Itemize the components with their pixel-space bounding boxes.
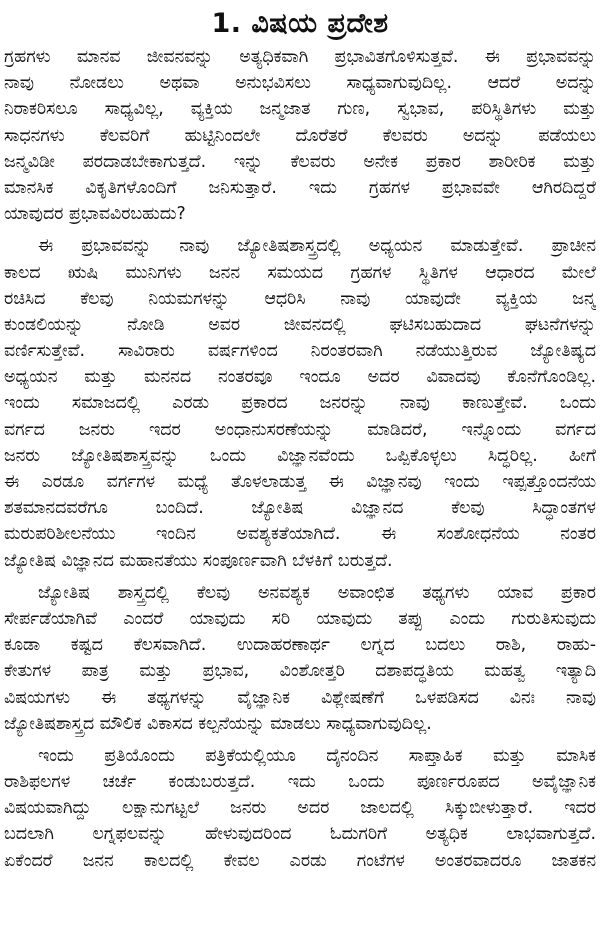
text-line: ವಿಷಯವಾಗಿದ್ದು ಲಕ್ಷಾನುಗಟ್ಟಲೆ ಜನರು ಅದರ ಜಾಲದಲ್ಲಿ ಸಿಕ್ಕುಬೀಳುತ್ತಾರೆ. ಇದರ xyxy=(4,798,596,819)
text-line: ಈ ಪ್ರಭಾವವನ್ನು ನಾವು ಜ್ಯೋತಿಷಶಾಸ್ತ್ರದಲ್ಲಿ ಅಧ್ಯಯನ ಮಾಡುತ್ತೇವೆ. ಪ್ರಾಚೀನ xyxy=(38,236,596,257)
text-line: ಬದಲಾಗಿ ಲಗ್ನಫಲವನ್ನು ಹೇಳುವುದರಿಂದ ಓದುಗರಿಗೆ ಅತ್ಯಧಿಕ ಲಾಭವಾಗುತ್ತದೆ. xyxy=(4,824,596,845)
paragraph-1 xyxy=(4,44,596,227)
text-line: ಕೂಡಾ ಕಷ್ಟದ ಕೆಲಸವಾಗಿದೆ. ಉದಾಹರಣಾರ್ಥ ಲಗ್ನದ ಬದಲು ರಾಶಿ, ರಾಹು- xyxy=(4,635,596,656)
paragraph-4 xyxy=(4,743,596,874)
chapter-title: 1. ವಿಷಯ ಪ್ರದೇಶ xyxy=(211,8,389,39)
paragraph-2 xyxy=(4,233,596,573)
text-line: ಕಾಲದ ಋಷಿ ಮುನಿಗಳು ಜನನ ಸಮಯದ ಗ್ರಹಗಳ ಸ್ಥಿತಿಗಳ ಆಧಾರದ ಮೇಲೆ xyxy=(4,262,596,283)
text-line: ನಿರಾಕರಿಸಲೂ ಸಾಧ್ಯವಿಲ್ಲ, ವ್ಯಕ್ತಿಯ ಜನ್ಮಜಾತ ಗುಣ, ಸ್ವಭಾವ, ಪರಿಸ್ಥಿತಿಗಳು ಮತ್ತು xyxy=(4,99,596,120)
paragraph-3 xyxy=(4,580,596,737)
text-line: ಜನ್ಮವಿಡೀ ಪರದಾಡಬೇಕಾಗುತ್ತದೆ. ಇನ್ನು ಕೆಲವರು ಅನೇಕ ಪ್ರಕಾರ ಶಾರೀರಿಕ ಮತ್ತು xyxy=(4,151,596,172)
text-line: ಜ್ಯೋತಿಷ ಶಾಸ್ತ್ರದಲ್ಲಿ ಕೆಲವು ಅನವಶ್ಯಕ ಅವಾಂಛಿತ ತಥ್ಯಗಳು ಯಾವ ಪ್ರಕಾರ xyxy=(38,582,596,603)
text-line: ಕುಂಡಲಿಯನ್ನು ನೋಡಿ ಅವರ ಜೀವನದಲ್ಲಿ ಘಟಿಸಬಹುದಾದ ಘಟನೆಗಳನ್ನು xyxy=(4,314,596,335)
text-line: ಈ ಎರಡೂ ವರ್ಗಗಳ ಮಧ್ಯೆ ತೊಳಲಾಡುತ್ತ ಈ ವಿಜ್ಞಾನವು ಇಂದು ಇಪ್ಪತ್ತೊಂದನೆಯ xyxy=(4,472,596,492)
text-line: ವರ್ಣಿಸುತ್ತೇವೆ. ಸಾವಿರಾರು ವರ್ಷಗಳಿಂದ ನಿರಂತರವಾಗಿ ನಡೆಯುತ್ತಿರುವ ಜ್ಯೋತಿಷ್ಯದ xyxy=(4,341,596,362)
text-line: ಅಧ್ಯಯನ ಮತ್ತು ಮನನದ ನಂತರವೂ ಇಂದೂ ಅದರ ವಿವಾದವು ಕೊನೆಗೊಂಡಿಲ್ಲ. xyxy=(4,367,596,388)
text-line: ಮರುಪರಿಶೀಲನೆಯು ಇಂದಿನ ಅವಶ್ಯಕತೆಯಾಗಿದೆ. ಈ ಸಂಶೋಧನೆಯ ನಂತರ xyxy=(4,524,596,545)
text-line: ಶತಮಾನದವರೆಗೂ ಬಂದಿದೆ. ಜ್ಯೋತಿಷ ವಿಜ್ಞಾನದ ಕೆಲವು ಸಿದ್ಧಾಂತಗಳ xyxy=(4,498,596,519)
text-line: ವರ್ಗದ ಜನರು ಇದರ ಅಂಧಾನುಸರಣೆಯನ್ನು ಮಾಡಿದರೆ, ಇನ್ನೊಂದು ವರ್ಗದ xyxy=(4,419,596,440)
text-line: ಮಾನಸಿಕ ವಿಕೃತಿಗಳೊಂದಿಗೆ ಜನಿಸುತ್ತಾರೆ. ಇದು ಗ್ರಹಗಳ ಪ್ರಭಾವವೇ ಆಗಿರದಿದ್ದರೆ xyxy=(4,177,596,198)
text-line: ಸಾಧನಗಳು ಕೆಲವರಿಗೆ ಹುಟ್ಟಿನಿಂದಲೇ ದೊರೆತರೆ ಕೆಲವರು ಅದನ್ನು ಪಡೆಯಲು xyxy=(4,125,596,146)
text-line: ಇಂದು ಪ್ರತಿಯೊಂದು ಪತ್ರಿಕೆಯಲ್ಲಿಯೂ ದೈನಂದಿನ ಸಾಪ್ತಾಹಿಕ ಮತ್ತು ಮಾಸಿಕ xyxy=(38,745,596,766)
text-line: ವಿಷಯಗಳು ಈ ತಥ್ಯಗಳನ್ನು ವೈಜ್ಞಾನಿಕ ವಿಶ್ಲೇಷಣೆಗೆ ಒಳಪಡಿಸದ ವಿನಃ ನಾವು xyxy=(4,687,596,708)
text-line: ಏಕೆಂದರೆ ಜನನ ಕಾಲದಲ್ಲಿ ಕೇವಲ ಎರಡು ಗಂಟೆಗಳ ಅಂತರವಾದರೂ ಜಾತಕನ xyxy=(4,850,596,871)
text-line: ಸೇರ್ಪಡೆಯಾಗಿವೆ ಎಂದರೆ ಯಾವುದು ಸರಿ ಯಾವುದು ತಪ್ಪು ಎಂದು ಗುರುತಿಸುವುದು xyxy=(4,608,596,629)
text-line: ರಾಶಿಫಲಗಳ ಚರ್ಚೆ ಕಂಡುಬರುತ್ತದೆ. ಇದು ಒಂದು ಪೂರ್ಣರೂಪದ ಅವೈಜ್ಞಾನಿಕ xyxy=(4,772,596,793)
text-line: ಜ್ಯೋತಿಷಶಾಸ್ತ್ರದ ಮೌಲಿಕ ವಿಕಾಸದ ಕಲ್ಪನೆಯನ್ನು ಮಾಡಲು ಸಾಧ್ಯವಾಗುವುದಿಲ್ಲ. xyxy=(4,713,432,734)
text-line: ಜನರು ಜ್ಯೋತಿಷಶಾಸ್ತ್ರವನ್ನು ಒಂದು ವಿಜ್ಞಾನವೆಂದು ಒಪ್ಪಿಕೊಳ್ಳಲು ಸಿದ್ಧರಿಲ್ಲ. ಹೀಗೆ xyxy=(4,445,596,466)
text-line: ಗ್ರಹಗಳು ಮಾನವ ಜೀವನವನ್ನು ಅತ್ಯಧಿಕವಾಗಿ ಪ್ರಭಾವಿತಗೊಳಿಸುತ್ತವೆ. ಈ ಪ್ರಭಾವವನ್ನು xyxy=(4,47,596,67)
text-line: ಯಾವುದರ ಪ್ರಭಾವವಿರಬಹುದು? xyxy=(4,204,186,225)
text-line: ನಾವು ನೋಡಲು ಅಥವಾ ಅನುಭವಿಸಲು ಸಾಧ್ಯವಾಗುವುದಿಲ್ಲ. ಆದರೆ ಅದನ್ನು xyxy=(4,73,596,94)
text-line: ಕೇತುಗಳ ಪಾತ್ರ ಮತ್ತು ಪ್ರಭಾವ, ವಿಂಶೋತ್ತರಿ ದಶಾಪದ್ಧತಿಯ ಮಹತ್ವ ಇತ್ಯಾದಿ xyxy=(4,661,596,682)
text-line: ಜ್ಯೋತಿಷ ವಿಜ್ಞಾನದ ಮಹಾನತೆಯು ಸಂಪೂರ್ಣವಾಗಿ ಬೆಳಕಿಗೆ ಬರುತ್ತದೆ. xyxy=(4,550,393,571)
text-line: ರಚಿಸಿದ ಕೆಲವು ನಿಯಮಗಳನ್ನು ಆಧರಿಸಿ ನಾವು ಯಾವುದೇ ವ್ಯಕ್ತಿಯ ಜನ್ಮ xyxy=(4,288,596,309)
text-line: ಇಂದು ಸಮಾಜದಲ್ಲಿ ಎರಡು ಪ್ರಕಾರದ ಜನರನ್ನು ನಾವು ಕಾಣುತ್ತೇವೆ. ಒಂದು xyxy=(4,393,596,414)
